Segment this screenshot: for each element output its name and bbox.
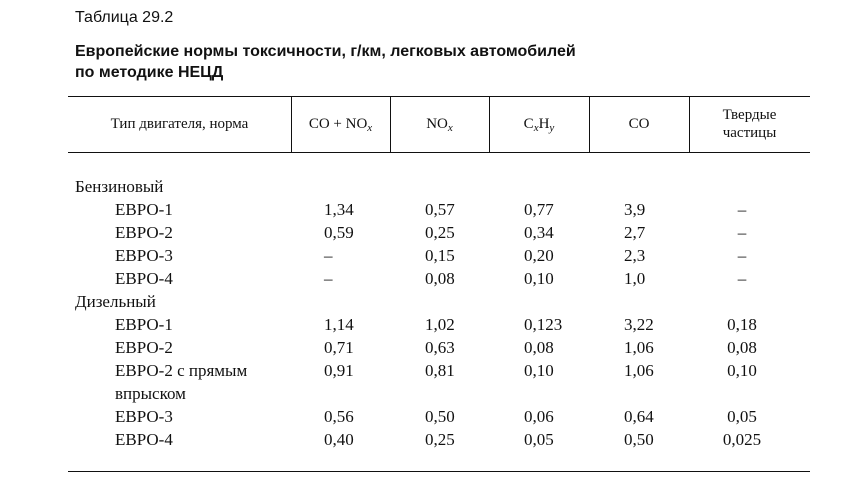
cell-cxhy: 0,10 — [524, 361, 554, 380]
cell-co-nox: – — [324, 269, 333, 288]
table-bottom-rule — [68, 471, 810, 472]
cell-nox: 0,81 — [425, 361, 455, 380]
cell-co-nox: 0,56 — [324, 407, 354, 426]
header-nox — [390, 96, 489, 152]
header-co — [589, 96, 689, 152]
header-cxhy-h: H — [538, 116, 550, 132]
cell-co-nox: – — [324, 246, 333, 265]
cell-cxhy: 0,05 — [524, 430, 554, 449]
cell-co-nox: 0,91 — [324, 361, 354, 380]
header-cxhy-c: C — [523, 116, 534, 132]
cell-particles: 0,10 — [727, 361, 757, 380]
table-title-line-1: Европейские нормы токсичности, г/км, легковых автомобилей — [75, 43, 576, 60]
cell-cxhy: 0,123 — [524, 315, 563, 334]
group-label-diesel: Дизельный — [75, 292, 156, 311]
cell-co: 1,0 — [624, 269, 646, 288]
cell-cxhy: 0,08 — [524, 338, 554, 357]
header-co-nox — [291, 96, 390, 152]
header-cxhy-y: y — [549, 122, 555, 134]
table-row — [0, 198, 842, 221]
cell-nox: 0,25 — [425, 223, 455, 242]
header-particles-line-1: Твердые — [722, 107, 777, 123]
table-row — [0, 405, 842, 428]
header-engine-type-label: Тип двигателя, норма — [110, 116, 249, 132]
cell-nox: 0,08 — [425, 269, 455, 288]
cell-co-nox: 0,71 — [324, 338, 354, 357]
row-name: ЕВРО-1 — [115, 200, 173, 219]
cell-particles: – — [737, 223, 747, 242]
table-header-rule — [68, 152, 810, 153]
table-row — [0, 336, 842, 359]
cell-co-nox: 0,40 — [324, 430, 354, 449]
header-cxhy — [489, 96, 589, 152]
cell-co: 2,7 — [624, 223, 646, 242]
cell-particles: 0,18 — [727, 315, 757, 334]
header-co-nox-subscript: x — [367, 122, 373, 134]
row-name: ЕВРО-4 — [115, 430, 173, 449]
header-nox-label: NO — [426, 116, 448, 132]
cell-cxhy: 0,06 — [524, 407, 554, 426]
cell-co: 0,64 — [624, 407, 654, 426]
cell-particles: 0,025 — [722, 430, 762, 449]
cell-nox: 0,15 — [425, 246, 455, 265]
cell-particles: – — [737, 269, 747, 288]
cell-co: 3,9 — [624, 200, 646, 219]
table-title — [75, 41, 755, 83]
cell-cxhy: 0,77 — [524, 200, 554, 219]
cell-co: 1,06 — [624, 338, 654, 357]
cell-co: 1,06 — [624, 361, 654, 380]
table-row — [0, 359, 842, 405]
cell-nox: 1,02 — [425, 315, 455, 334]
header-co-nox-label: CO + NO — [308, 116, 368, 132]
cell-co-nox: 1,34 — [324, 200, 354, 219]
cell-nox: 0,25 — [425, 430, 455, 449]
row-name: ЕВРО-2 — [115, 338, 173, 357]
cell-particles: 0,05 — [727, 407, 757, 426]
cell-cxhy: 0,20 — [524, 246, 554, 265]
row-name: ЕВРО-4 — [115, 269, 173, 288]
table-label: Таблица 29.2 — [75, 9, 174, 26]
cell-co: 3,22 — [624, 315, 654, 334]
row-name: ЕВРО-1 — [115, 315, 173, 334]
header-particles — [689, 96, 810, 152]
row-name-line-1: ЕВРО-2 с прямым — [115, 361, 248, 380]
header-nox-subscript: x — [447, 122, 453, 134]
table-row — [0, 244, 842, 267]
cell-co: 2,3 — [624, 246, 646, 265]
table-row — [0, 267, 842, 290]
table-row — [0, 428, 842, 451]
cell-co: 0,50 — [624, 430, 654, 449]
table-row — [0, 221, 842, 244]
row-name: ЕВРО-2 — [115, 223, 173, 242]
cell-particles: – — [737, 200, 747, 219]
cell-cxhy: 0,34 — [524, 223, 554, 242]
cell-co-nox: 1,14 — [324, 315, 354, 334]
cell-particles: – — [737, 246, 747, 265]
table-title-line-2: по методике НЕЦД — [75, 64, 224, 81]
cell-particles: 0,08 — [727, 338, 757, 357]
table-row — [0, 313, 842, 336]
cell-nox: 0,50 — [425, 407, 455, 426]
cell-co-nox: 0,59 — [324, 223, 354, 242]
cell-nox: 0,57 — [425, 200, 455, 219]
header-particles-line-2: частицы — [722, 125, 777, 141]
header-cxhy-x: x — [533, 122, 539, 134]
group-label-petrol: Бензиновый — [75, 177, 164, 196]
row-name-line-2: впрыском — [115, 384, 186, 403]
row-name: ЕВРО-3 — [115, 407, 173, 426]
cell-nox: 0,63 — [425, 338, 455, 357]
row-name — [115, 359, 295, 405]
cell-cxhy: 0,10 — [524, 269, 554, 288]
header-engine-type — [68, 96, 291, 152]
header-co-label: CO — [628, 116, 650, 132]
row-name: ЕВРО-3 — [115, 246, 173, 265]
